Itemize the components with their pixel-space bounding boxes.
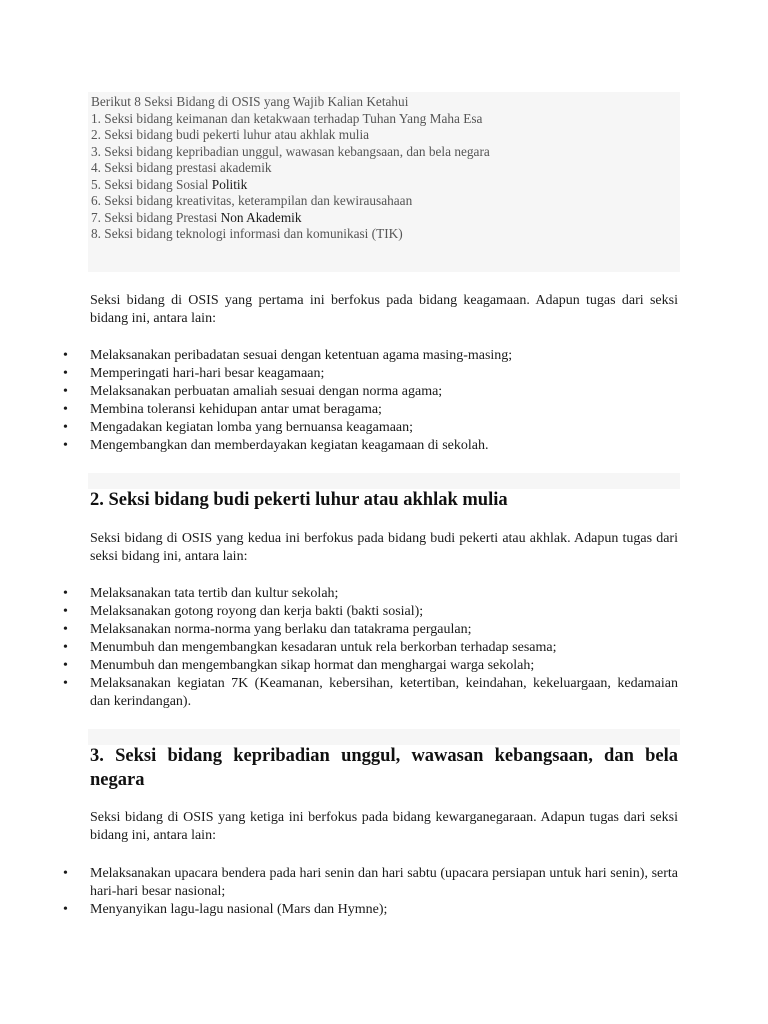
list-item: • Menumbuh dan mengembangkan sikap hormat dan menghargai warga sekolah;	[63, 658, 535, 673]
list-item: • Melaksanakan gotong royong dan kerja bakti (bakti sosial);	[63, 604, 424, 619]
bullet-icon: •	[63, 420, 68, 435]
bullet-icon: •	[63, 366, 68, 381]
bullet-icon: •	[63, 384, 68, 399]
intro-item-3: 3. Seksi bidang kepribadian unggul, wawasan kebangsaan, dan bela negara	[91, 143, 490, 159]
list-item: • Melaksanakan perbuatan amaliah sesuai dengan norma agama;	[63, 384, 443, 399]
section2-paragraph: Seksi bidang di OSIS yang kedua ini berfokus pada bidang budi pekerti atau akhlak. Adapun tugas dari seksi bidang ini, antara lain:	[90, 531, 678, 564]
section1-bullet-list	[63, 347, 678, 455]
bullet-icon: •	[63, 866, 68, 881]
intro-item-8: 8. Seksi bidang teknologi informasi dan komunikasi (TIK)	[91, 226, 403, 241]
list-item: • Melaksanakan peribadatan sesuai dengan ketentuan agama masing-masing;	[63, 348, 513, 363]
list-item: • Membina toleransi kehidupan antar umat beragama;	[63, 402, 382, 417]
bullet-icon: •	[63, 586, 68, 601]
list-item: • Mengadakan kegiatan lomba yang bernuansa keagamaan;	[63, 420, 414, 435]
intro-list-box	[88, 92, 680, 272]
bullet-icon: •	[63, 640, 68, 655]
intro-item-7-link[interactable]: Non Akademik	[220, 209, 302, 225]
section2-bullet-list	[63, 585, 678, 711]
bullet-icon: •	[63, 902, 68, 917]
bullet-icon: •	[63, 658, 68, 673]
section3-heading-band	[88, 729, 680, 745]
list-item: • Memperingati hari-hari besar keagamaan;	[63, 366, 325, 381]
bullet-icon: •	[63, 622, 68, 637]
bullet-icon: •	[63, 402, 68, 417]
intro-item-5-link[interactable]: Politik	[211, 176, 248, 192]
bullet-icon: •	[63, 604, 68, 619]
bullet-icon: •	[63, 348, 68, 363]
intro-item-4: 4. Seksi bidang prestasi akademik	[91, 160, 272, 175]
section3-heading: 3. Seksi bidang kepribadian unggul, wawasan kebangsaan, dan bela negara	[90, 746, 678, 790]
section1-paragraph: Seksi bidang di OSIS yang pertama ini berfokus pada bidang keagamaan. Adapun tugas dari seksi bidang ini, antara lain:	[90, 293, 678, 326]
list-item: • Menyanyikan lagu-lagu nasional (Mars dan Hymne);	[63, 902, 388, 917]
intro-item-6: 6. Seksi bidang kreativitas, keterampilan dan kewirausahaan	[91, 193, 413, 208]
intro-item-5: 5. Seksi bidang Sosial Politik	[91, 176, 248, 192]
list-item: • Melaksanakan tata tertib dan kultur sekolah;	[63, 586, 339, 601]
list-item: • Melaksanakan kegiatan 7K (Keamanan, kebersihan, ketertiban, keindahan, kekeluargaan, kedamaian dan kerindangan).	[63, 676, 678, 709]
list-item: • Menumbuh dan mengembangkan kesadaran untuk rela berkorban terhadap sesama;	[63, 640, 557, 655]
section3-bullet-list	[63, 865, 678, 919]
intro-title: Berikut 8 Seksi Bidang di OSIS yang Wajib Kalian Ketahui	[91, 94, 409, 109]
intro-item-7: 7. Seksi bidang Prestasi Non Akademik	[91, 209, 302, 225]
bullet-icon: •	[63, 438, 68, 453]
bullet-icon: •	[63, 676, 68, 691]
intro-item-2: 2. Seksi bidang budi pekerti luhur atau akhlak mulia	[91, 127, 370, 142]
list-item: • Melaksanakan upacara bendera pada hari senin dan hari sabtu (upacara persiapan untuk hari senin), serta hari-hari besar nasional;	[63, 866, 678, 899]
section3-paragraph: Seksi bidang di OSIS yang ketiga ini berfokus pada bidang kewarganegaraan. Adapun tugas dari seksi bidang ini, antara lain:	[90, 810, 678, 843]
section2-heading: 2. Seksi bidang budi pekerti luhur atau akhlak mulia	[90, 490, 508, 510]
section2-heading-band	[88, 473, 680, 489]
list-item: • Mengembangkan dan memberdayakan kegiatan keagamaan di sekolah.	[63, 438, 489, 453]
intro-item-1: 1. Seksi bidang keimanan dan ketakwaan terhadap Tuhan Yang Maha Esa	[91, 110, 483, 126]
list-item: • Melaksanakan norma-norma yang berlaku dan tatakrama pergaulan;	[63, 622, 472, 637]
